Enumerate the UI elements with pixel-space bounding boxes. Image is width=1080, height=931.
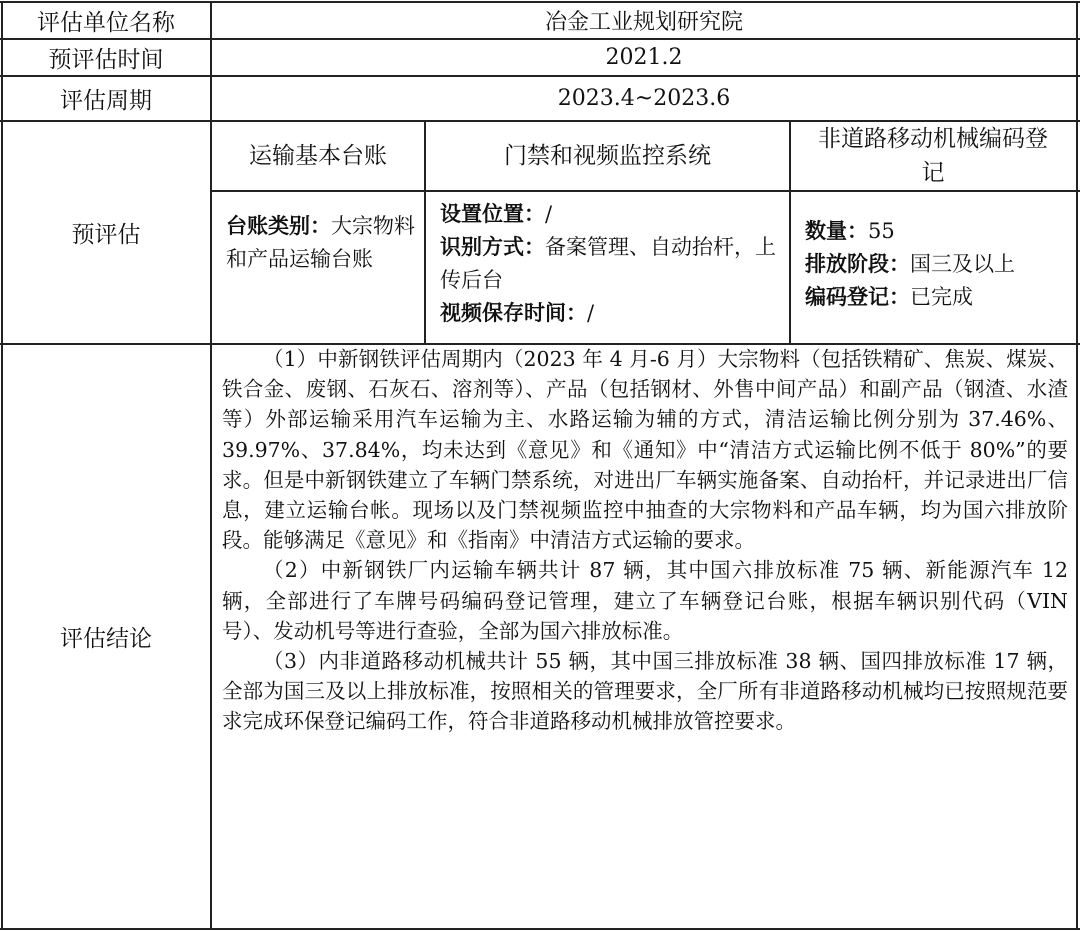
gate-detail [426,198,789,338]
machine-count-value: 55 [868,219,895,243]
period-value: 2023.4~2023.6 [557,85,731,111]
pre-eval-label: 预评估 [71,221,141,248]
conclusion-paragraph-1: （1）中新钢铁评估周期内（2023 年 4 月-6 月）大宗物料（包括铁精矿、焦炭、煤炭、铁合金、废钢、石灰石、溶剂等）、产品（包括钢材、外售中间产品）和副产品（钢渣、水渣等）外部运输采用汽车运输为主、水路运输为辅的方式，清洁运输比例分别为 37.46%、39.97%、37.84%，均未达到《意见》和《通知》中“清洁方式运输比例不低于 80%”的要求。但是中新钢铁建立了车辆门禁系统，对进出厂车辆实施备案、自动抬杆，并记录进出厂信息，建立运输台帐。现场以及门禁视频监控中抽查的大宗物料和产品车辆，均为国六排放阶段。能够满足《意见》和《指南》中清洁方式运输的要求。 [222,347,1068,553]
ledger-category-value: 大宗物料和产品运输台账 [226,214,415,271]
pre-eval-time-label: 预评估时间 [48,46,164,73]
gate-location-key: 设置位置： [440,202,545,226]
machine-code-header: 非道路移动机械编码登记 [818,125,1048,186]
conclusion-paragraph-2: （2）中新钢铁厂内运输车辆共计 87 辆，其中国六排放标准 75 辆、新能源汽车 12 辆，全部进行了车牌号码编码登记管理，建立了车辆登记台账，根据车辆识别代码（VIN 号）、发动机号等进行查验，全部为国六排放标准。 [222,558,1068,643]
table-border-right [1076,1,1078,930]
unit-label: 评估单位名称 [37,9,175,36]
pre-eval-time-value: 2021.2 [605,44,683,70]
ledger-header: 运输基本台账 [249,142,387,169]
machine-count-key: 数量： [805,219,868,243]
conclusion-label: 评估结论 [60,625,152,652]
table-border-bottom [0,928,1080,930]
unit-value: 冶金工业规划研究院 [544,9,743,35]
emission-stage-key: 排放阶段： [805,252,910,276]
ledger-detail [212,210,424,340]
gate-recognition-value: 备案管理、自动抬杆，上传后台 [440,235,776,292]
emission-stage-value: 国三及以上 [910,252,1015,276]
code-registration-value: 已完成 [910,285,973,309]
gate-video-header: 门禁和视频监控系统 [504,142,711,169]
video-retention-value: / [587,301,595,325]
period-label: 评估周期 [60,87,152,114]
gate-recognition-key: 识别方式： [440,235,545,259]
video-retention-key: 视频保存时间： [440,301,587,325]
machine-detail [791,215,1076,335]
gate-location-value: / [545,202,553,226]
ledger-category-key: 台账类别： [226,214,331,238]
code-registration-key: 编码登记： [805,285,910,309]
conclusion-body [222,344,1068,926]
conclusion-paragraph-3: （3）内非道路移动机械共计 55 辆，其中国三排放标准 38 辆、国四排放标准 17 辆，全部为国三及以上排放标准，按照相关的管理要求，全厂所有非道路移动机械均已按照规范要求完成环保登记编码工作，符合非道路移动机械排放管控要求。 [222,649,1068,734]
row-divider [210,190,1080,192]
